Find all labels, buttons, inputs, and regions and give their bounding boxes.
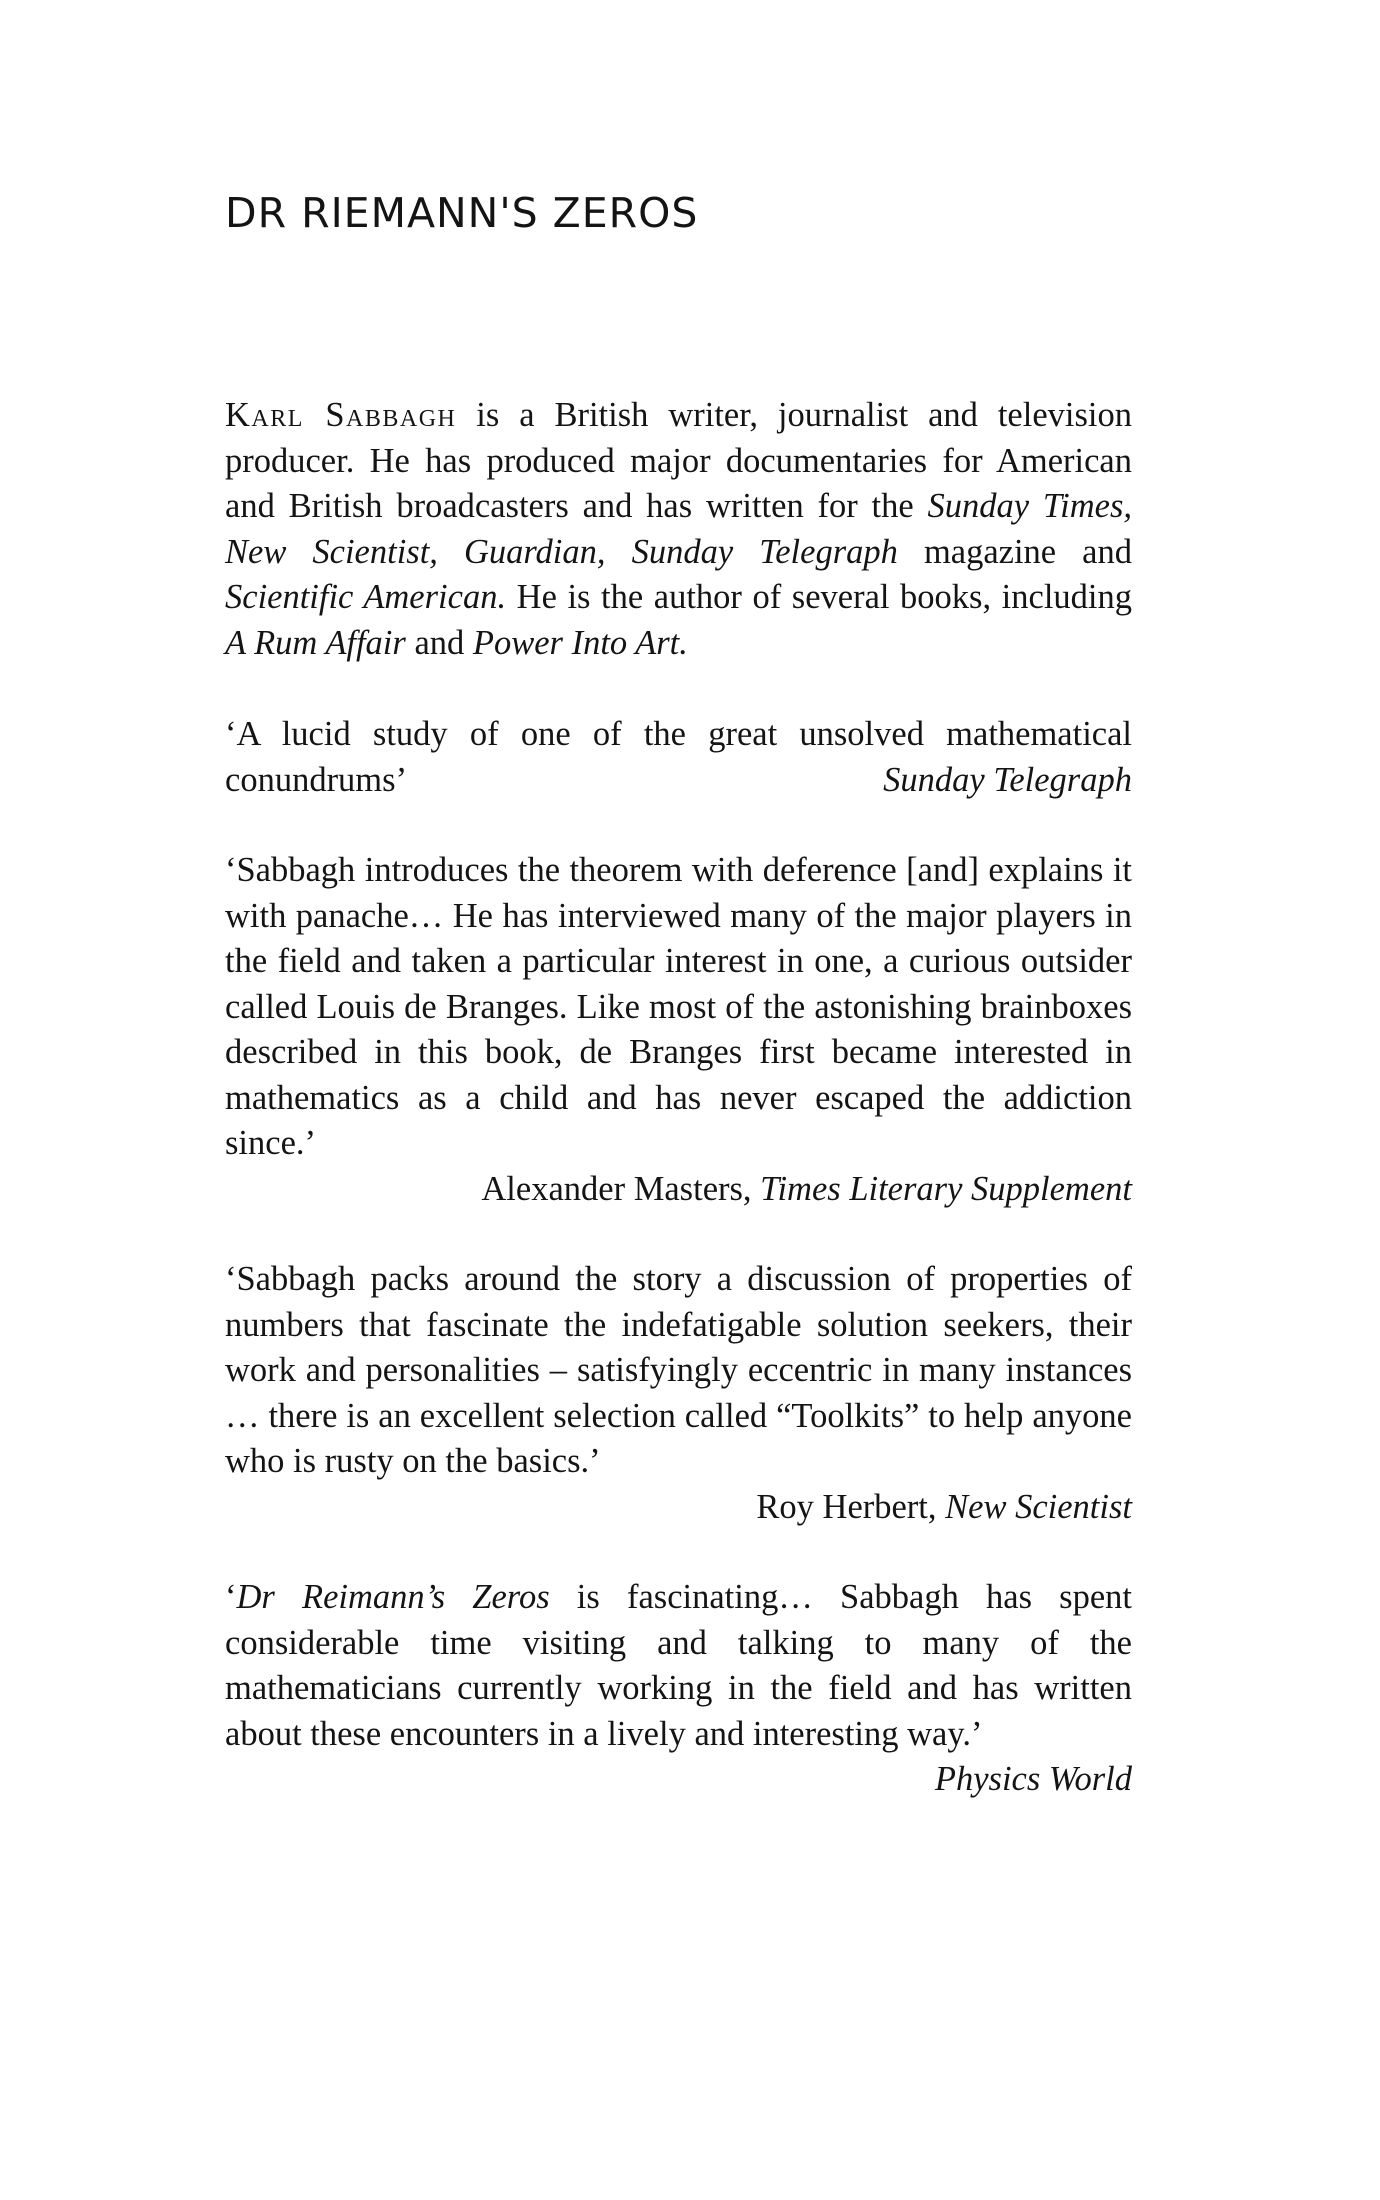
bio-publications-1: Sunday Times, New Scientist, Guardian, Sunday Telegraph (225, 487, 1132, 571)
review-source: New Scientist (945, 1487, 1132, 1526)
bio-text-2: magazine and (897, 532, 1132, 571)
review-text: ‘Sabbagh packs around the story a discussion of properties of numbers that fascinate the indefatigable solution seekers, their work and personalities – satisfyingly eccentric in many instances … there is an excellent selection called “Toolkits” to help anyone who is rusty on the basics.’ (225, 1260, 1132, 1480)
author-bio (225, 393, 1132, 666)
author-name: Karl Sabbagh (225, 396, 457, 434)
review-source: Physics World (934, 1760, 1132, 1798)
review-quote (225, 712, 1132, 803)
bio-text-3: He is the author of several books, including (506, 578, 1132, 616)
review-source: Times Literary Supplement (760, 1169, 1132, 1208)
bio-book-1: A Rum Affair (225, 623, 406, 662)
page-title: DR RIEMANN'S ZEROS (225, 189, 699, 237)
bio-book-2: Power Into Art. (472, 623, 688, 662)
review-quote (225, 1575, 1132, 1803)
review-text: ‘Sabbagh introduces the theorem with deference [and] explains it with panache… He has interviewed many of the major players in the field and taken a particular interest in one, a curious outsider called Louis de Branges. Like most of the astonishing brainboxes described in this book, de Branges first became interested in mathematics as a child and has never escaped the addiction since.’ (225, 851, 1132, 1162)
bio-publications-2: Scientific American. (225, 578, 507, 616)
reviewer-name: Roy Herbert, (756, 1487, 937, 1526)
review-quote (225, 848, 1132, 1212)
bio-text-4: and (405, 623, 473, 662)
reviewer-name: Alexander Masters, (481, 1169, 752, 1208)
review-source: Sunday Telegraph (883, 760, 1132, 799)
review-book-title: Dr Reimann’s Zeros (236, 1578, 550, 1616)
review-open-quote: ‘ (225, 1578, 237, 1616)
review-attribution (225, 1485, 1132, 1531)
review-text: is fascinating… Sabbagh has spent considerable time visiting and talking to many of the mathematicians currently working in the field and has written about these encounters in a lively and interesting way.’ (225, 1578, 1132, 1753)
review-attribution (225, 1167, 1132, 1213)
bio-text-1: is a British writer, journalist and television producer. He has produced major documentaries for American and British broadcasters and has written for the (225, 396, 1132, 525)
review-quote (225, 1257, 1132, 1530)
review-text: ‘A lucid study of one of the great unsolved mathematical conundrums’ (225, 715, 1132, 799)
